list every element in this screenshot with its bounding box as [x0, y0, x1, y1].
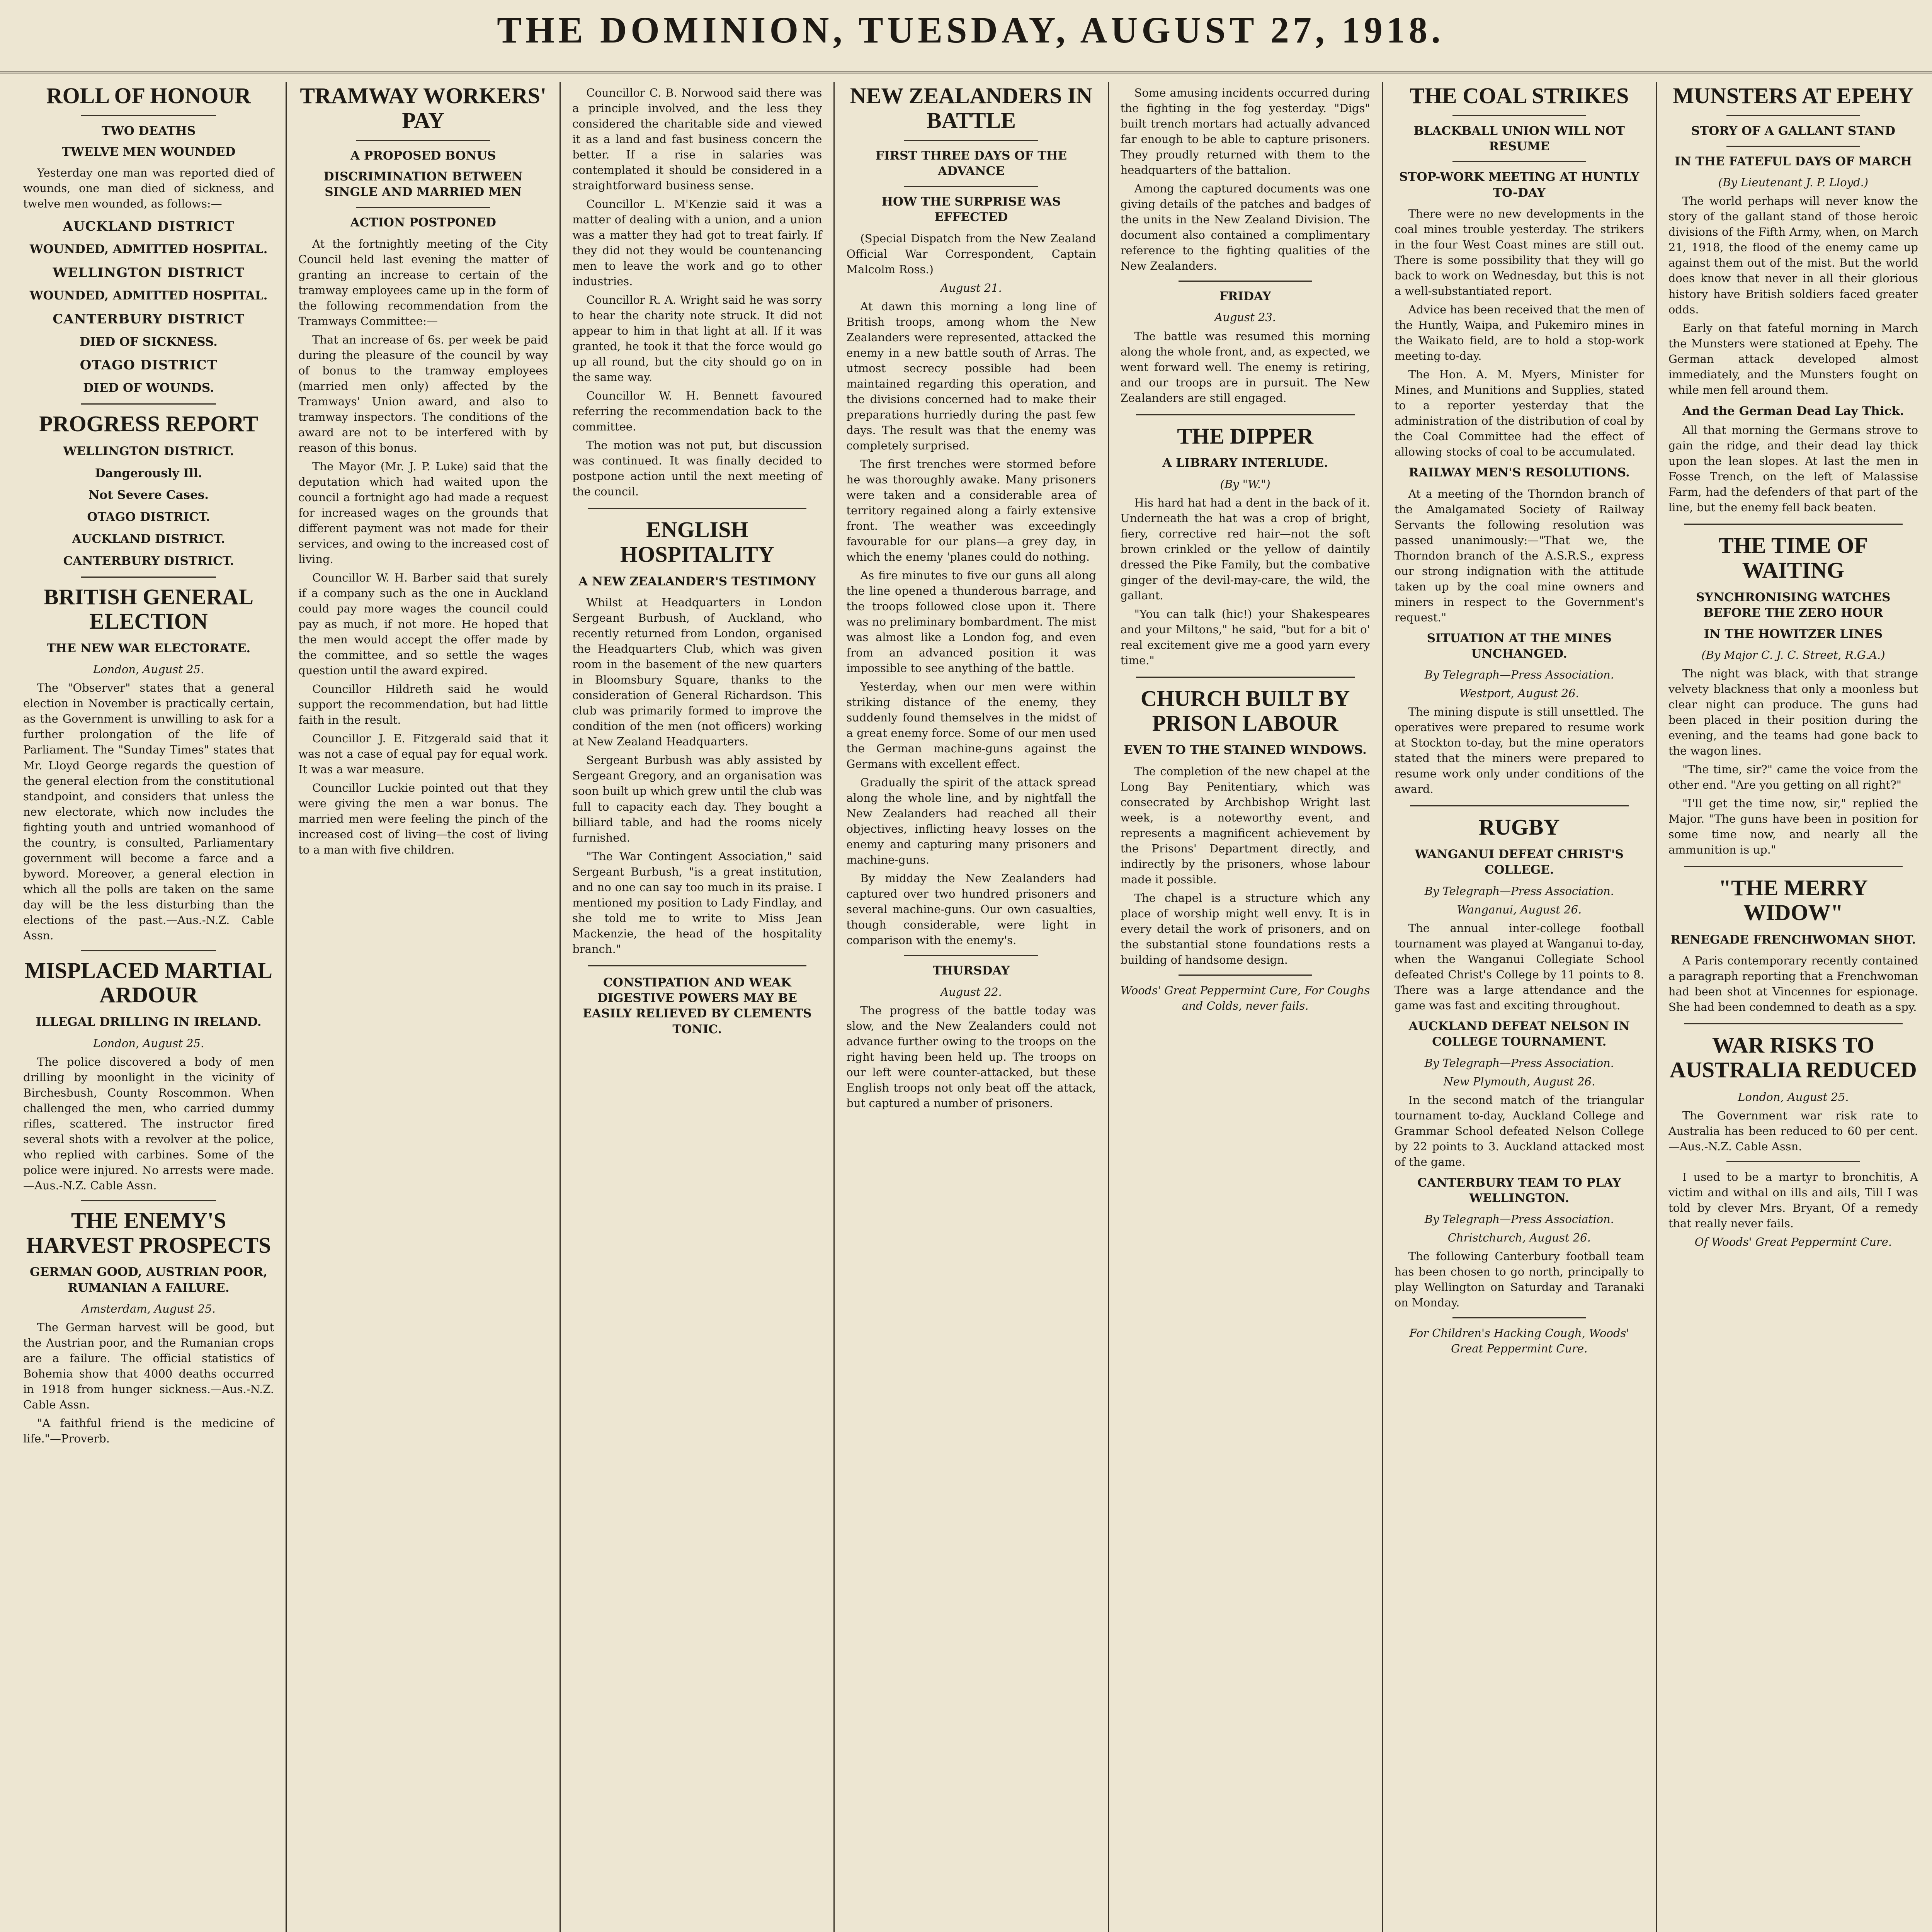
progress-report-headline: PROGRESS REPORT — [39, 411, 258, 437]
hospitality-headline: ENGLISH HOSPITALITY — [620, 517, 774, 567]
nz-battle-paragraph: As fire minutes to five our guns all along the line opened a thunderous barrage, and the troops followed close upon it. There was no preliminary bombardment. The mist was almost like a London fog, and even from an advanced position it was impossible to see anything of the battle. — [846, 569, 1096, 675]
tournament-heading: AUCKLAND DEFEAT NELSON IN COLLEGE TOURNAMENT. — [1408, 1019, 1630, 1049]
munsters-paragraph: The world perhaps will never know the story of the gallant stand of those heroic divisions of the Fifth Army, when, on March 21, 1918, the flood of the enemy came up against them out of the mist. But the world does know that never in all their glorious history have British soldiers faced greater odds. — [1668, 194, 1918, 316]
church-paragraph: The chapel is a structure which any place of worship might well envy. It is in every detail the work of prisoners, and on the substantial stone foundations rests a building of handsome design. — [1120, 891, 1370, 966]
merry-widow-paragraph: A Paris contemporary recently contained a paragraph reporting that a Frenchwoman had been shot at Vincennes for espionage. She had been condemned to death as a spy. — [1668, 954, 1918, 1014]
nz-battle-headline: NEW ZEALANDERS IN BATTLE — [850, 83, 1093, 133]
harvest-deck: GERMAN GOOD, AUSTRIAN POOR, RUMANIAN A FAILURE. — [30, 1265, 268, 1295]
tramway-paragraph: Councillor C. B. Norwood said there was a principle involved, and the less they considered the charitable side and viewed it as a land and fast business concern the better. If a rise in salaries was contemplated it should be considered in a straightforward business sense. — [572, 86, 822, 192]
nz-battle-deck-1: FIRST THREE DAYS OF THE ADVANCE — [875, 148, 1067, 178]
hospitality-paragraph: "The War Contingent Association," said Sergeant Burbush, "is a great institution, and no one can say too much in its praise. I mentioned my position to Lady Findlay, and she told me to write to Miss Jean Mackenzie, the head of the hospitality branch." — [572, 849, 822, 956]
rugby-byline: By Telegraph—Press Association. — [1424, 884, 1614, 898]
munsters-deck-2: IN THE FATEFUL DAYS OF MARCH — [1674, 155, 1912, 169]
nz-battle-paragraph: Among the captured documents was one giving details of the patches and badges of the units in the New Zealand Division. The document also contained a complimentary reference to the fighting qualities of the New Zealanders. — [1120, 182, 1370, 273]
divider — [1136, 677, 1355, 678]
nz-battle-paragraph: The progress of the battle today was slow, and the New Zealanders could not advance further owing to the troops on the right having been held up. The troops on our left were counter-attacked, but these English troops not only beat off the attack, but captured a number of prisoners. — [846, 1003, 1096, 1110]
roll-of-honour-intro: Yesterday one man was reported died of wounds, one man died of sickness, and twelve men wounded, as follows:— — [23, 166, 274, 211]
nz-battle-intro: (Special Dispatch from the New Zealand Official War Correspondent, Captain Malcolm Ross.) — [846, 231, 1096, 276]
nz-battle-paragraph: By midday the New Zealanders had captured over two hundred prisoners and several machine-guns. Our own casualties, though considerable, were light in comparison with the enemy's. — [846, 872, 1096, 947]
friday-dateline: August 23. — [1214, 311, 1276, 324]
constipation-advertisement-headline: CONSTIPATION AND WEAK DIGESTIVE POWERS MAY BE EASILY RELIEVED BY CLEMENTS TONIC. — [583, 975, 812, 1036]
divider — [1726, 1161, 1860, 1162]
munsters-paragraph: All that morning the Germans strove to gain the ridge, and their dead lay thick upon the lean slopes. At last the men in Fosse Trench, on the left of Malassise Farm, had the defenders of that part of the line, but the enemy fell back beaten. — [1668, 423, 1918, 514]
merry-widow-deck: RENEGADE FRENCHWOMAN SHOT. — [1670, 932, 1916, 947]
roll-of-honour-subhead-2: TWELVE MEN WOUNDED — [61, 145, 236, 159]
tramway-deck-1: A PROPOSED BONUS — [350, 148, 496, 163]
tramway-paragraph: Councillor W. H. Bennett favoured referring the recommendation back to the committee. — [572, 389, 822, 434]
tramway-paragraph: At the fortnightly meeting of the City Council held last evening the matter of granting an increase to certain of the tramway employees came up in the form of the following recommendation from the Tramways Committee:— — [298, 237, 548, 328]
munsters-byline: (By Lieutenant J. P. Lloyd.) — [1718, 176, 1869, 189]
rugby-headline: RUGBY — [1479, 815, 1560, 840]
election-dateline: London, August 25. — [93, 663, 204, 676]
list-subheading: DIED OF SICKNESS. — [80, 335, 218, 349]
divider — [81, 403, 216, 405]
tramway-paragraph: Councillor Hildreth said he would support the recommendation, but had little faith in the result. — [298, 682, 548, 727]
nz-battle-paragraph: Some amusing incidents occurred during the fighting in the fog yesterday. "Digs" built trench mortars had actually advanced far enough to be able to capture prisoners. They proudly returned with them to the headquarters of the battalion. — [1120, 86, 1370, 177]
divider — [81, 115, 216, 116]
tramway-headline: TRAMWAY WORKERS' PAY — [300, 83, 546, 133]
hospitality-deck: A NEW ZEALANDER'S TESTIMONY — [578, 575, 816, 588]
merry-widow-headline: "THE MERRY WIDOW" — [1718, 875, 1868, 925]
railway-men-paragraph: At a meeting of the Thorndon branch of the Amalgamated Society of Railway Servants the following resolution was passed unanimously:—"That we, the Thorndon branch of the A.S.R.S., express our strong indignation with the attitude taken up by the coal mine owners and miners in respect to the Government's request." — [1394, 487, 1644, 624]
harvest-headline: THE ENEMY'S HARVEST PROSPECTS — [26, 1208, 271, 1258]
nz-battle-paragraph: At dawn this morning a long line of British troops, among whom the New Zealanders were represented, attacked the enemy in a new battle south of Arras. The utmost secrecy possible had been maintained regarding this operation, and the divisions concerned had to make their preparations hurriedly during the past few days. The result was that the enemy was completely surprised. — [846, 299, 1096, 452]
divider — [904, 140, 1038, 141]
friday-heading: FRIDAY — [1219, 289, 1271, 304]
election-paragraph: The "Observer" states that a general election in November is practically certain, as the Government is unwilling to ask for a further prolongation of the life of Parliament. The "Sunday Times" states that Mr. Lloyd George regards the question of the general election from the constitutional standpoint, and considers that unless the new electorate, which now includes the fighting youth and untried womanhood of the country, is consulted, Parliamentary government will become a farce and a byword. Moreover, a general election in which all the polls are taken on the same day will be the less disturbing than the elections of the past.—Aus.-N.Z. Cable Assn. — [23, 681, 274, 942]
column-1 — [12, 82, 286, 1932]
nz-battle-paragraph: Gradually the spirit of the attack spread along the whole line, and by nightfall the New Zealanders had reached all their objectives, inflicting heavy losses on the enemy and capturing many prisoners and machine-guns. — [846, 776, 1096, 867]
time-of-waiting-paragraph: "I'll get the time now, sir," replied the Major. "The guns have been in position for some time now, and nearly all the ammunition is up." — [1668, 797, 1918, 857]
coal-strikes-deck-1: BLACKBALL UNION WILL NOT RESUME — [1413, 124, 1625, 154]
munsters-paragraph: Early on that fateful morning in March the Munsters were stationed at Epehy. The German attack developed almost immediately, and the Munsters fought on while men fell around them. — [1668, 321, 1918, 396]
divider — [1684, 524, 1903, 525]
thursday-heading: THURSDAY — [932, 964, 1010, 978]
divider — [1452, 161, 1586, 162]
list-subheading: WOUNDED, ADMITTED HOSPITAL. — [29, 242, 268, 257]
roll-of-honour-headline: ROLL OF HONOUR — [46, 83, 251, 108]
list-subheading: WELLINGTON DISTRICT. — [63, 444, 234, 458]
mines-paragraph: The mining dispute is still unsettled. The operatives were prepared to resume work at Stockton to-day, but the mine operators stated that the miners were prepared to resume work only under conditions of the award. — [1394, 705, 1644, 796]
nz-battle-paragraph: Yesterday, when our men were within striking distance of the enemy, they suddenly found themselves in the midst of a great enemy force. Some of our men used the German machine-guns against the Germans with excellent effect. — [846, 680, 1096, 771]
coal-strikes-paragraph: There were no new developments in the coal mines trouble yesterday. The strikers in the four West Coast mines are still out. There is some possibility that they will go back to work on Wednesday, but this is not a well-substantiated report. — [1394, 207, 1644, 298]
tramway-paragraph: Councillor W. H. Barber said that surely if a company such as the one in Auckland could pay more wages the council could pay as much, if not more. He hoped that the men would accept the offer made by the committee, and so settle the wages question until the award expired. — [298, 571, 548, 677]
divider — [1452, 115, 1586, 116]
rugby-paragraph: The annual inter-college football tournament was played at Wanganui to-day, when the Wanganui Collegiate School defeated Christ's College by 11 points to 8. There was a large attendance and the game was fast and exciting throughout. — [1394, 921, 1644, 1012]
nz-battle-deck-2: HOW THE SURPRISE WAS EFFECTED — [881, 195, 1061, 224]
canterbury-paragraph: The following Canterbury football team has been chosen to go north, principally to play Wellington on Saturday and Taranaki on Monday. — [1394, 1250, 1644, 1310]
dipper-deck: A LIBRARY INTERLUDE. — [1162, 456, 1328, 470]
column-2 — [286, 82, 560, 1932]
election-headline: BRITISH GENERAL ELECTION — [44, 584, 254, 634]
munsters-deck-1: STORY OF A GALLANT STAND — [1691, 124, 1896, 138]
divider — [1136, 414, 1355, 415]
nz-battle-dateline: August 21. — [940, 281, 1002, 294]
war-risks-headline: WAR RISKS TO AUSTRALIA REDUCED — [1670, 1032, 1917, 1082]
coal-strikes-headline: THE COAL STRIKES — [1410, 83, 1629, 108]
divider — [904, 186, 1038, 187]
martial-headline: MISPLACED MARTIAL ARDOUR — [25, 957, 272, 1008]
thursday-dateline: August 22. — [940, 985, 1002, 998]
divider — [1726, 146, 1860, 147]
war-risks-paragraph: The Government war risk rate to Australia has been reduced to 60 per cent.—Aus.-N.Z. Cable Assn. — [1668, 1109, 1918, 1153]
divider — [356, 207, 490, 208]
column-3 — [560, 82, 833, 1932]
list-subheading: AUCKLAND DISTRICT. — [72, 532, 225, 546]
tournament-paragraph: In the second match of the triangular tournament to-day, Auckland College and Grammar School defeated Nelson College by 22 points to 3. Auckland attacked most of the game. — [1394, 1093, 1644, 1168]
district-heading-wellington: WELLINGTON DISTRICT — [53, 265, 245, 281]
column-6 — [1382, 82, 1656, 1932]
tournament-byline: By Telegraph—Press Association. — [1424, 1056, 1614, 1070]
tramway-paragraph: Councillor Luckie pointed out that they were giving the men a war bonus. The married men were feeling the pinch of the increased cost of living—the cost of living to a man with five children. — [298, 781, 548, 857]
divider — [904, 955, 1038, 956]
church-deck: EVEN TO THE STAINED WINDOWS. — [1124, 743, 1367, 757]
martial-dateline: London, August 25. — [93, 1036, 204, 1050]
martial-paragraph: The police discovered a body of men drilling by moonlight in the vicinity of Birchesbush, County Roscommon. When challenged the men, who carried dummy rifles, scattered. The instructor fired several shots with a revolver at the police, who replied with carbines. Some of the police were injured. No arrests were made.—Aus.-N.Z. Cable Assn. — [23, 1055, 274, 1192]
munsters-headline: MUNSTERS AT EPEHY — [1673, 83, 1914, 108]
tramway-paragraph: Councillor L. M'Kenzie said it was a matter of dealing with a union, and a union was a matter they had got to treat fairly. If they did not they would be countenancing men to leave the work and go to other industries. — [572, 197, 822, 288]
tramway-paragraph: That an increase of 6s. per week be paid during the pleasure of the council by way of bonus to the tramway employees (married men only) affected by the Tramways' Union award, and also to tramway inspectors. The conditions of the award are not to be interfered with by reason of this bonus. — [298, 333, 548, 454]
tramway-paragraph: Councillor R. A. Wright said he was sorry to hear the charity note struck. It did not appear to him in that light at all. If it was granted, he took it that the force would go up all round, but the city should go on in the same way. — [572, 293, 822, 384]
harvest-paragraph: The German harvest will be good, but the Austrian poor, and the Rumanian crops are a failure. The official statistics of Bohemia show that 4000 deaths occurred in 1918 from hunger sickness.—Aus.-N.Z. Cable Assn. — [23, 1320, 274, 1412]
list-subheading: OTAGO DISTRICT. — [87, 510, 210, 524]
dipper-headline: THE DIPPER — [1177, 423, 1314, 449]
war-risks-dateline: London, August 25. — [1738, 1090, 1849, 1104]
time-of-waiting-byline: (By Major C. J. C. Street, R.G.A.) — [1701, 648, 1885, 662]
tramway-paragraph: The Mayor (Mr. J. P. Luke) said that the deputation which had waited upon the council a fortnight ago had made a request for increased wages on the grounds that different payment was not made for their services, and owing to the increased cost of living. — [298, 460, 548, 566]
divider — [81, 950, 216, 951]
column-4 — [833, 82, 1107, 1932]
divider — [81, 577, 216, 578]
time-of-waiting-deck-2: IN THE HOWITZER LINES — [1704, 627, 1883, 641]
proverb: "A faithful friend is the medicine of life."—Proverb. — [23, 1417, 274, 1446]
divider — [588, 965, 806, 966]
masthead-title: THE DOMINION, TUESDAY, AUGUST 27, 1918. — [497, 9, 1444, 51]
divider — [1179, 281, 1312, 282]
nz-battle-paragraph: The first trenches were stormed before he was thoroughly awake. Many prisoners were taken and a considerable area of territory regained along a fairly extensive front. The weather was exceedingly favourable for our plans—a grey day, in which the enemy 'planes could do nothing. — [846, 457, 1096, 564]
roll-of-honour-subhead-1: TWO DEATHS — [101, 124, 196, 138]
peppermint-cure-advertisement: Of Woods' Great Peppermint Cure. — [1694, 1235, 1892, 1248]
election-deck: THE NEW WAR ELECTORATE. — [46, 641, 251, 656]
divider — [1684, 1023, 1903, 1024]
divider — [1726, 115, 1860, 116]
dipper-paragraph: His hard hat had a dent in the back of it. Underneath the hat was a crop of bright, fiery, corrective red hair—not the soft brown crinkled or the yellow of daintily dressed the Pike Family, but the combative ginger of the devil-may-care, the wild, the gallant. — [1120, 496, 1370, 602]
divider — [81, 1200, 216, 1201]
tournament-dateline: New Plymouth, August 26. — [1443, 1075, 1595, 1088]
tramway-deck-3: ACTION POSTPONED — [350, 216, 496, 230]
railway-men-heading: RAILWAY MEN'S RESOLUTIONS. — [1408, 466, 1630, 480]
coal-strikes-paragraph: Advice has been received that the men of the Huntly, Waipa, and Pukemiro mines in the Waikato field, are to hold a stop-work meeting to-day. — [1394, 303, 1644, 363]
hospitality-paragraph: Whilst at Headquarters in London Sergeant Burbush, of Auckland, who recently returned from London, organised the Headquarters Club, which was given room in the basement of the new quarters in Bloomsbury Square, thanks to the consideration of General Richardson. This club was primarily formed to improve the condition of the men (not officers) working at New Zealand Headquarters. — [572, 596, 822, 748]
canterbury-dateline: Christchurch, August 26. — [1447, 1231, 1591, 1245]
page-columns — [12, 82, 1930, 1932]
time-of-waiting-headline: THE TIME OF WAITING — [1719, 533, 1868, 583]
divider — [588, 508, 806, 509]
hacking-cough-advertisement: For Children's Hacking Cough, Woods' Great Peppermint Cure. — [1409, 1327, 1629, 1355]
coal-strikes-deck-2: STOP-WORK MEETING AT HUNTLY TO-DAY — [1399, 170, 1639, 200]
divider — [1452, 1317, 1586, 1318]
district-heading-otago: OTAGO DISTRICT — [80, 357, 218, 373]
list-subheading: Dangerously Ill. — [95, 466, 202, 480]
nz-battle-paragraph: The battle was resumed this morning along the whole front, and, as expected, we went forward well. The enemy is retiring, and our troops are in pursuit. The New Zealanders are still engaged. — [1120, 329, 1370, 405]
dipper-byline: (By "W.") — [1220, 477, 1270, 491]
advertisement-poem: I used to be a martyr to bronchitis, A victim and withal on ills and ails, Till I was told by clever Mrs. Bryant, Of a remedy that really never fails. — [1668, 1170, 1918, 1230]
divider — [1684, 866, 1903, 867]
district-heading-canterbury: CANTERBURY DISTRICT — [53, 311, 245, 327]
canterbury-byline: By Telegraph—Press Association. — [1424, 1213, 1614, 1226]
rugby-dateline: Wanganui, August 26. — [1457, 903, 1582, 916]
divider — [1179, 975, 1312, 976]
church-paragraph: The completion of the new chapel at the Long Bay Penitentiary, which was consecrated by Archbishop Wright last week, is a noteworthy event, and represents a magnificent achievement by the Prisons' Department directly, and indirectly by the prisoners, whose labour made it possible. — [1120, 764, 1370, 886]
canterbury-team-heading: CANTERBURY TEAM TO PLAY WELLINGTON. — [1417, 1175, 1621, 1205]
peppermint-cure-advertisement: Woods' Great Peppermint Cure, For Coughs and Colds, never fails. — [1120, 983, 1370, 1012]
time-of-waiting-paragraph: The night was black, with that strange velvety blackness that only a moonless but clear night can produce. The guns had been placed in their position during the evening, and the teams had gone back to the wagon lines. — [1668, 667, 1918, 758]
masthead — [0, 0, 1932, 73]
tramway-paragraph: The motion was not put, but discussion was continued. It was finally decided to postpone action until the next meeting of the council. — [572, 439, 822, 498]
list-subheading: WOUNDED, ADMITTED HOSPITAL. — [29, 289, 268, 303]
column-7 — [1656, 82, 1930, 1932]
tramway-paragraph: Councillor J. E. Fitzgerald said that it was not a case of equal pay for equal work. It was a war measure. — [298, 732, 548, 776]
divider — [356, 140, 490, 141]
list-subheading: DIED OF WOUNDS. — [83, 381, 214, 395]
rugby-deck: WANGANUI DEFEAT CHRIST'S COLLEGE. — [1415, 847, 1624, 877]
martial-deck: ILLEGAL DRILLING IN IRELAND. — [36, 1015, 262, 1029]
time-of-waiting-paragraph: "The time, sir?" came the voice from the other end. "Are you getting on all right?" — [1668, 763, 1918, 792]
column-5 — [1108, 82, 1382, 1932]
divider — [1410, 805, 1629, 806]
list-subheading: Not Severe Cases. — [88, 488, 209, 502]
german-dead-subheading: And the German Dead Lay Thick. — [1682, 404, 1904, 418]
time-of-waiting-deck-1: SYNCHRONISING WATCHES BEFORE THE ZERO HOUR — [1696, 590, 1891, 620]
district-heading-auckland: AUCKLAND DISTRICT — [63, 219, 235, 235]
harvest-dateline: Amsterdam, August 25. — [82, 1302, 216, 1315]
mines-byline: By Telegraph—Press Association. — [1424, 668, 1614, 682]
mines-heading: SITUATION AT THE MINES UNCHANGED. — [1427, 631, 1612, 661]
coal-strikes-paragraph: The Hon. A. M. Myers, Minister for Mines, and Munitions and Supplies, stated to a reporter yesterday that the administration of the distribution of coal by the Coal Committee had the effect of allowing stocks of coal to be accumulated. — [1394, 368, 1644, 459]
dipper-paragraph: "You can talk (hic!) your Shakespeares and your Miltons," he said, "but for a bit o' real excitement give me a good yarn every time." — [1120, 607, 1370, 667]
hospitality-paragraph: Sergeant Burbush was ably assisted by Sergeant Gregory, and an organisation was soon built up which grew until the club was full to capacity each day. They bought a billiard table, and had the rooms nicely furnished. — [572, 753, 822, 844]
tramway-deck-2: DISCRIMINATION BETWEEN SINGLE AND MARRIED MEN — [323, 169, 523, 199]
mines-dateline: Westport, August 26. — [1459, 687, 1579, 700]
church-headline: CHURCH BUILT BY PRISON LABOUR — [1140, 685, 1350, 736]
list-subheading: CANTERBURY DISTRICT. — [63, 554, 234, 568]
